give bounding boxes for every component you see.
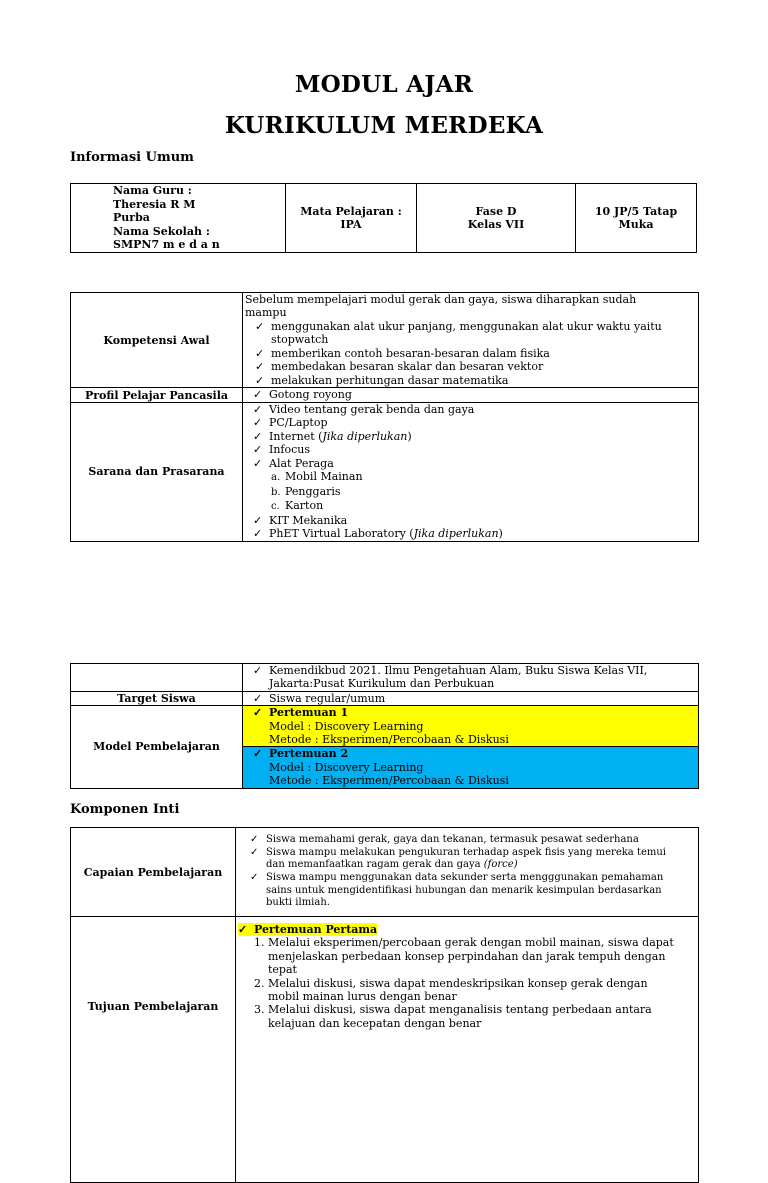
check-icon: ✓: [253, 429, 263, 443]
ref-label-empty: [71, 664, 243, 692]
guru-line: SMPN7 m e d a n: [113, 238, 220, 252]
pertemuan-1-block: [243, 706, 699, 747]
sarana-label: Sarana dan Prasarana: [71, 403, 243, 542]
sarana-item: ✓ KIT Mekanika: [253, 513, 348, 527]
sarana-subitem: a. Mobil Mainan: [271, 470, 363, 484]
check-icon: ✓: [253, 527, 263, 541]
pertemuan-1-metode: Metode : Eksperimen/Percobaan & Diskusi: [269, 733, 509, 747]
capaian-item-cont: dan memanfaatkan ragam gerak dan gaya (force): [266, 859, 518, 871]
check-icon: ✓: [250, 834, 259, 846]
target-content: [243, 691, 699, 705]
sarana-item: ✓ Video tentang gerak benda dan gaya: [253, 403, 475, 416]
tujuan-item: 3. Melalui diskusi, siswa dapat menganalisis tentang perbedaan antara: [254, 1003, 652, 1017]
target-table: [70, 663, 699, 789]
tujuan-item-cont: kelajuan dan kecepatan dengan benar: [268, 1016, 482, 1030]
capaian-item: ✓ Siswa mampu melakukan pengukuran terhadap aspek fisis yang mereka temui: [250, 846, 667, 858]
kompetensi-intro: mampu: [245, 306, 287, 320]
capaian-label: Capaian Pembelajaran: [71, 828, 236, 917]
check-icon: ✓: [253, 388, 263, 402]
check-icon: ✓: [238, 923, 248, 936]
capaian-item-cont: sains untuk mengidentifikasi hubungan dan menarik kesimpulan berdasarkan: [266, 884, 662, 896]
profil-content: [243, 388, 699, 403]
check-icon: ✓: [253, 513, 263, 527]
mapel-line: IPA: [340, 218, 362, 231]
ref-item: ✓ Kemendikbud 2021. Ilmu Pengetahuan Alam, Buku Siswa Kelas VII,: [253, 664, 648, 677]
sarana-item: ✓ Internet (Jika diperlukan): [253, 429, 412, 443]
profil-item: ✓ Gotong royong: [253, 388, 352, 402]
check-icon: ✓: [253, 403, 263, 416]
check-icon: ✓: [253, 706, 263, 720]
komponen-inti-heading: Komponen Inti: [70, 802, 180, 817]
informasi-umum-heading: Informasi Umum: [70, 150, 194, 165]
pertemuan-1-model: Model : Discovery Learning: [269, 719, 424, 733]
fase-line: Fase D: [475, 204, 517, 218]
guru-line: Nama Guru :: [113, 184, 192, 198]
check-icon: ✓: [253, 747, 263, 761]
check-icon: ✓: [255, 360, 265, 374]
tujuan-heading: ✓ Pertemuan Pertama: [238, 923, 378, 936]
kompetensi-item: ✓ melakukan perhitungan dasar matematika: [255, 373, 509, 387]
kompetensi-content: [243, 293, 699, 388]
guru-line: Nama Sekolah :: [113, 224, 210, 238]
ref-item-cont: Jakarta:Pusat Kurikulum dan Perbukuan: [269, 677, 495, 691]
guru-line: Purba: [113, 211, 150, 225]
check-icon: ✓: [253, 443, 263, 457]
model-label: Model Pembelajaran: [71, 706, 243, 788]
jp-cell: 10 JP/5 Tatap Muka: [576, 184, 697, 253]
sarana-subitem: b. Penggaris: [271, 484, 341, 498]
target-item: ✓ Siswa regular/umum: [253, 691, 386, 705]
kompetensi-item: ✓ membedakan besaran skalar dan besaran vektor: [255, 360, 544, 374]
pertemuan-2-title: ✓ Pertemuan 2: [253, 747, 349, 761]
sarana-content: [243, 403, 699, 542]
sarana-item: ✓ Alat Peraga: [253, 456, 334, 470]
title-line-2: KURIKULUM MERDEKA: [224, 112, 544, 139]
check-icon: ✓: [255, 373, 265, 387]
kompetensi-intro: Sebelum mempelajari modul gerak dan gaya, siswa diharapkan sudah: [245, 293, 637, 307]
sarana-item: ✓ Infocus: [253, 443, 311, 457]
kompetensi-item: ✓ memberikan contoh besaran-besaran dalam fisika: [255, 346, 550, 360]
pertemuan-1-title: ✓ Pertemuan 1: [253, 706, 349, 720]
pertemuan-2-block: [243, 747, 699, 788]
pertemuan-2-metode: Metode : Eksperimen/Percobaan & Diskusi: [269, 774, 509, 788]
check-icon: ✓: [253, 416, 263, 430]
sarana-item: ✓ PhET Virtual Laboratory (Jika diperlukan): [253, 527, 503, 541]
tujuan-item: 2. Melalui diskusi, siswa dapat mendeskripsikan konsep gerak dengan: [254, 976, 648, 990]
tujuan-label: Tujuan Pembelajaran: [71, 917, 236, 1183]
kompetensi-item: ✓ menggunakan alat ukur panjang, menggunakan alat ukur waktu yaitu: [255, 319, 662, 333]
check-icon: ✓: [255, 346, 265, 360]
kompetensi-item-cont: stopwatch: [271, 333, 329, 347]
fase-cell: [417, 184, 576, 253]
guru-line: Theresia R M: [113, 197, 196, 211]
check-icon: ✓: [255, 319, 265, 333]
check-icon: ✓: [253, 664, 263, 677]
check-icon: ✓: [253, 691, 263, 705]
check-icon: ✓: [250, 846, 259, 858]
ref-content: [243, 664, 699, 692]
kompetensi-label: Kompetensi Awal: [71, 293, 243, 388]
capaian-content: [236, 828, 699, 917]
tujuan-item: 1. Melalui eksperimen/percobaan gerak dengan mobil mainan, siswa dapat: [254, 936, 674, 950]
tujuan-item-cont: mobil mainan lurus dengan benar: [268, 990, 457, 1004]
info-table: [70, 183, 697, 253]
sarana-item: ✓ PC/Laptop: [253, 416, 328, 430]
capaian-item: ✓ Siswa memahami gerak, gaya dan tekanan, termasuk pesawat sederhana: [250, 834, 639, 846]
mapel-cell: [286, 184, 417, 253]
kompetensi-table: [70, 292, 699, 542]
fase-line: Kelas VII: [467, 218, 525, 231]
tujuan-item-cont: tepat: [268, 963, 297, 977]
pertemuan-2-model: Model : Discovery Learning: [269, 760, 424, 774]
check-icon: ✓: [253, 456, 263, 470]
sarana-subitem: c. Karton: [271, 499, 324, 513]
guru-cell: [71, 184, 286, 253]
title-line-1: MODUL AJAR: [294, 71, 474, 98]
profil-label: Profil Pelajar Pancasila: [71, 388, 243, 403]
check-icon: ✓: [250, 872, 259, 883]
tujuan-content: [236, 917, 699, 1183]
mapel-line: Mata Pelajaran :: [300, 204, 402, 218]
komponen-table: [70, 827, 699, 1183]
tujuan-item-cont: menjelaskan perbedaan konsep perpindahan dan jarak tempuh dengan: [268, 949, 666, 963]
capaian-item: ✓ Siswa mampu menggunakan data sekunder serta mengggunakan pemahaman: [250, 872, 664, 883]
capaian-item-cont: bukti ilmiah.: [266, 897, 330, 909]
target-label: Target Siswa: [71, 691, 243, 705]
